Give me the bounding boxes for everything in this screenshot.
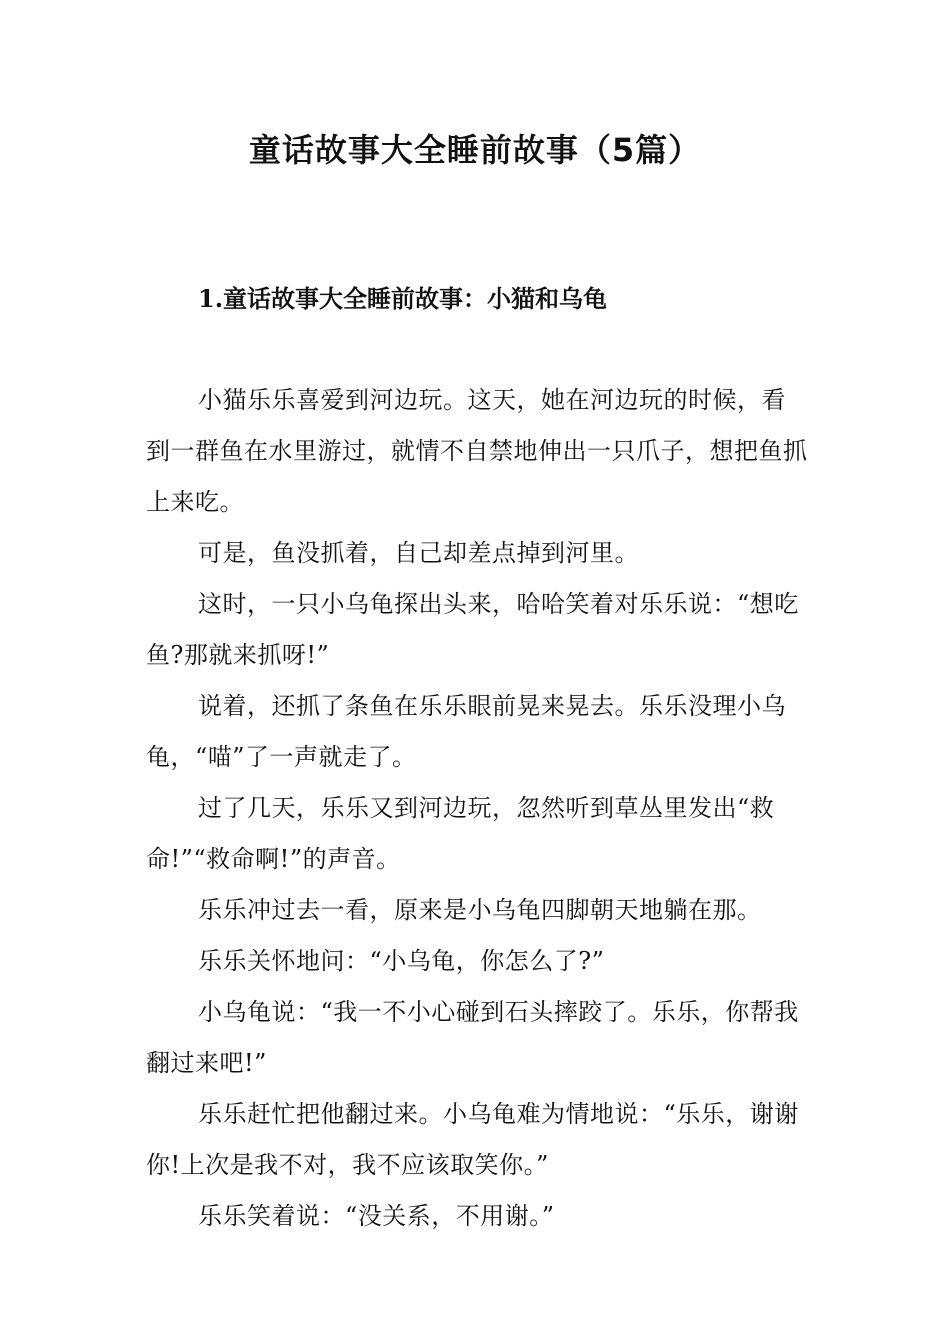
document-title: 童话故事大全睡前故事（5篇） (248, 131, 702, 169)
paragraph: 乐乐关怀地问：“小乌龟，你怎么了?” (198, 947, 605, 975)
story-body (146, 375, 808, 1242)
paragraph: 乐乐笑着说：“没关系，不用谢。” (198, 1202, 555, 1230)
paragraph: 过了几天，乐乐又到河边玩，忽然听到草丛里发出“救命!”“救命啊!”的声音。 (146, 794, 775, 873)
paragraph: 小猫乐乐喜爱到河边玩。这天，她在河边玩的时候，看到一群鱼在水里游过，就情不自禁地伸出一只爪子，想把鱼抓上来吃。 (146, 386, 808, 516)
paragraph: 乐乐冲过去一看，原来是小乌龟四脚朝天地躺在那。 (198, 896, 762, 924)
paragraph: 可是，鱼没抓着，自己却差点掉到河里。 (198, 539, 639, 567)
section-heading: 1.童话故事大全睡前故事：小猫和乌龟 (198, 284, 608, 313)
paragraph: 说着，还抓了条鱼在乐乐眼前晃来晃去。乐乐没理小乌龟，“喵”了一声就走了。 (146, 692, 786, 771)
paragraph: 这时，一只小乌龟探出头来，哈哈笑着对乐乐说：“想吃鱼?那就来抓呀!” (146, 590, 799, 669)
paragraph: 乐乐赶忙把他翻过来。小乌龟难为情地说：“乐乐，谢谢你!上次是我不对，我不应该取笑你。” (146, 1100, 799, 1179)
paragraph: 小乌龟说：“我一不小心碰到石头摔跤了。乐乐，你帮我翻过来吧!” (146, 998, 799, 1077)
